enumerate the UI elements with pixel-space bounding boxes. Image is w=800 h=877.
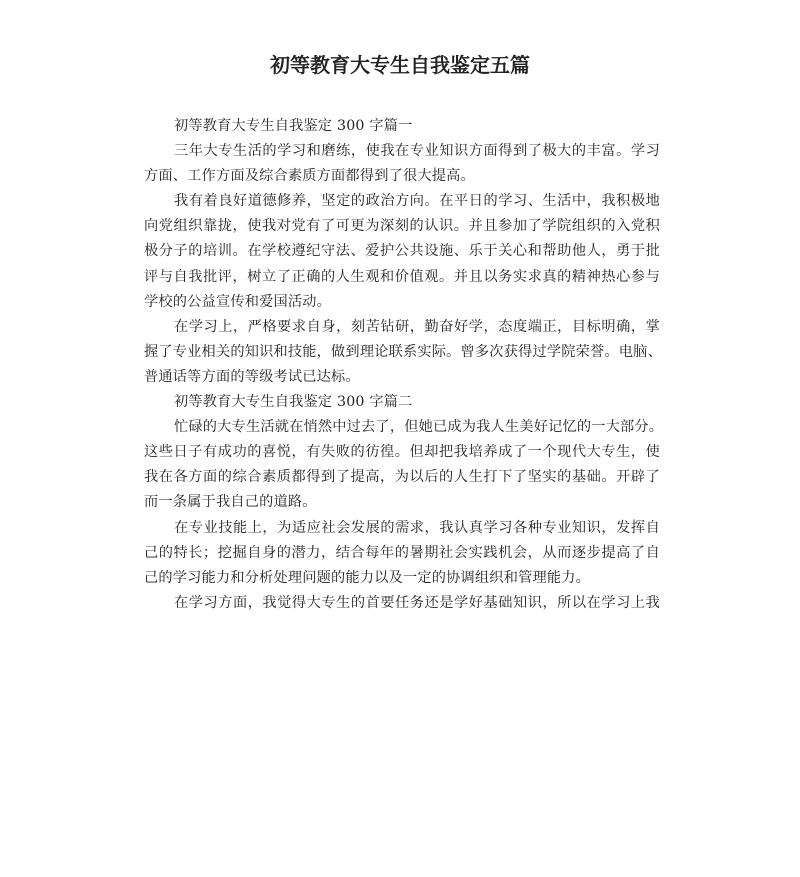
paragraph-line: 己的学习能力和分析处理问题的能力以及一定的协调组织和管理能力。 (144, 569, 591, 586)
paragraph-line: 在学习上，严格要求自身，刻苦钻研，勤奋好学，态度端正，目标明确，掌 (174, 318, 660, 335)
section-heading: 初等教育大专生自我鉴定 300 字篇一 (174, 118, 413, 134)
section-heading: 初等教育大专生自我鉴定 300 字篇二 (174, 394, 413, 411)
document-body (144, 114, 664, 616)
paragraph-line: 普通话等方面的等级考试已达标。 (144, 368, 360, 385)
paragraph-line: 极分子的培训。在学校遵纪守法、爱护公共设施、乐于关心和帮助他人，勇于批 (144, 243, 660, 260)
paragraph-line: 评与自我批评，树立了正确的人生观和价值观。并且以务实求真的精神热心参与 (144, 268, 660, 285)
paragraph-line: 在专业技能上，为适应社会发展的需求，我认真学习各种专业知识，发挥自 (174, 519, 660, 536)
paragraph-line: 这些日子有成功的喜悦，有失败的彷徨。但却把我培养成了一个现代大专生，使 (144, 444, 660, 461)
paragraph-line: 我在各方面的综合素质都得到了提高，为以后的人生打下了坚实的基础。开辟了 (144, 469, 660, 486)
paragraph-line: 学校的公益宣传和爱国活动。 (144, 293, 332, 310)
paragraph-line: 己的特长；挖掘自身的潜力，结合每年的暑期社会实践机会，从而逐步提高了自 (144, 544, 660, 561)
paragraph-line: 向党组织靠拢，使我对党有了可更为深刻的认识。并且参加了学院组织的入党积 (144, 218, 660, 235)
paragraph-line: 方面、工作方面及综合素质方面都得到了很大提高。 (144, 168, 475, 185)
paragraph-line: 我有着良好道德修养，坚定的政治方向。在平日的学习、生活中，我积极地 (174, 193, 660, 210)
paragraph-line: 而一条属于我自己的道路。 (144, 494, 317, 511)
paragraph-line: 忙碌的大专生活就在悄然中过去了，但她已成为我人生美好记忆的一大部分。 (174, 419, 664, 436)
paragraph-line: 在学习方面，我觉得大专生的首要任务还是学好基础知识，所以在学习上我 (174, 594, 660, 611)
document-title: 初等教育大专生自我鉴定五篇 (270, 53, 530, 77)
paragraph-line: 握了专业相关的知识和技能，做到理论联系实际。曾多次获得过学院荣誉。电脑、 (144, 343, 662, 360)
paragraph-line: 三年大专生活的学习和磨练，使我在专业知识方面得到了极大的丰富。学习 (174, 143, 660, 160)
